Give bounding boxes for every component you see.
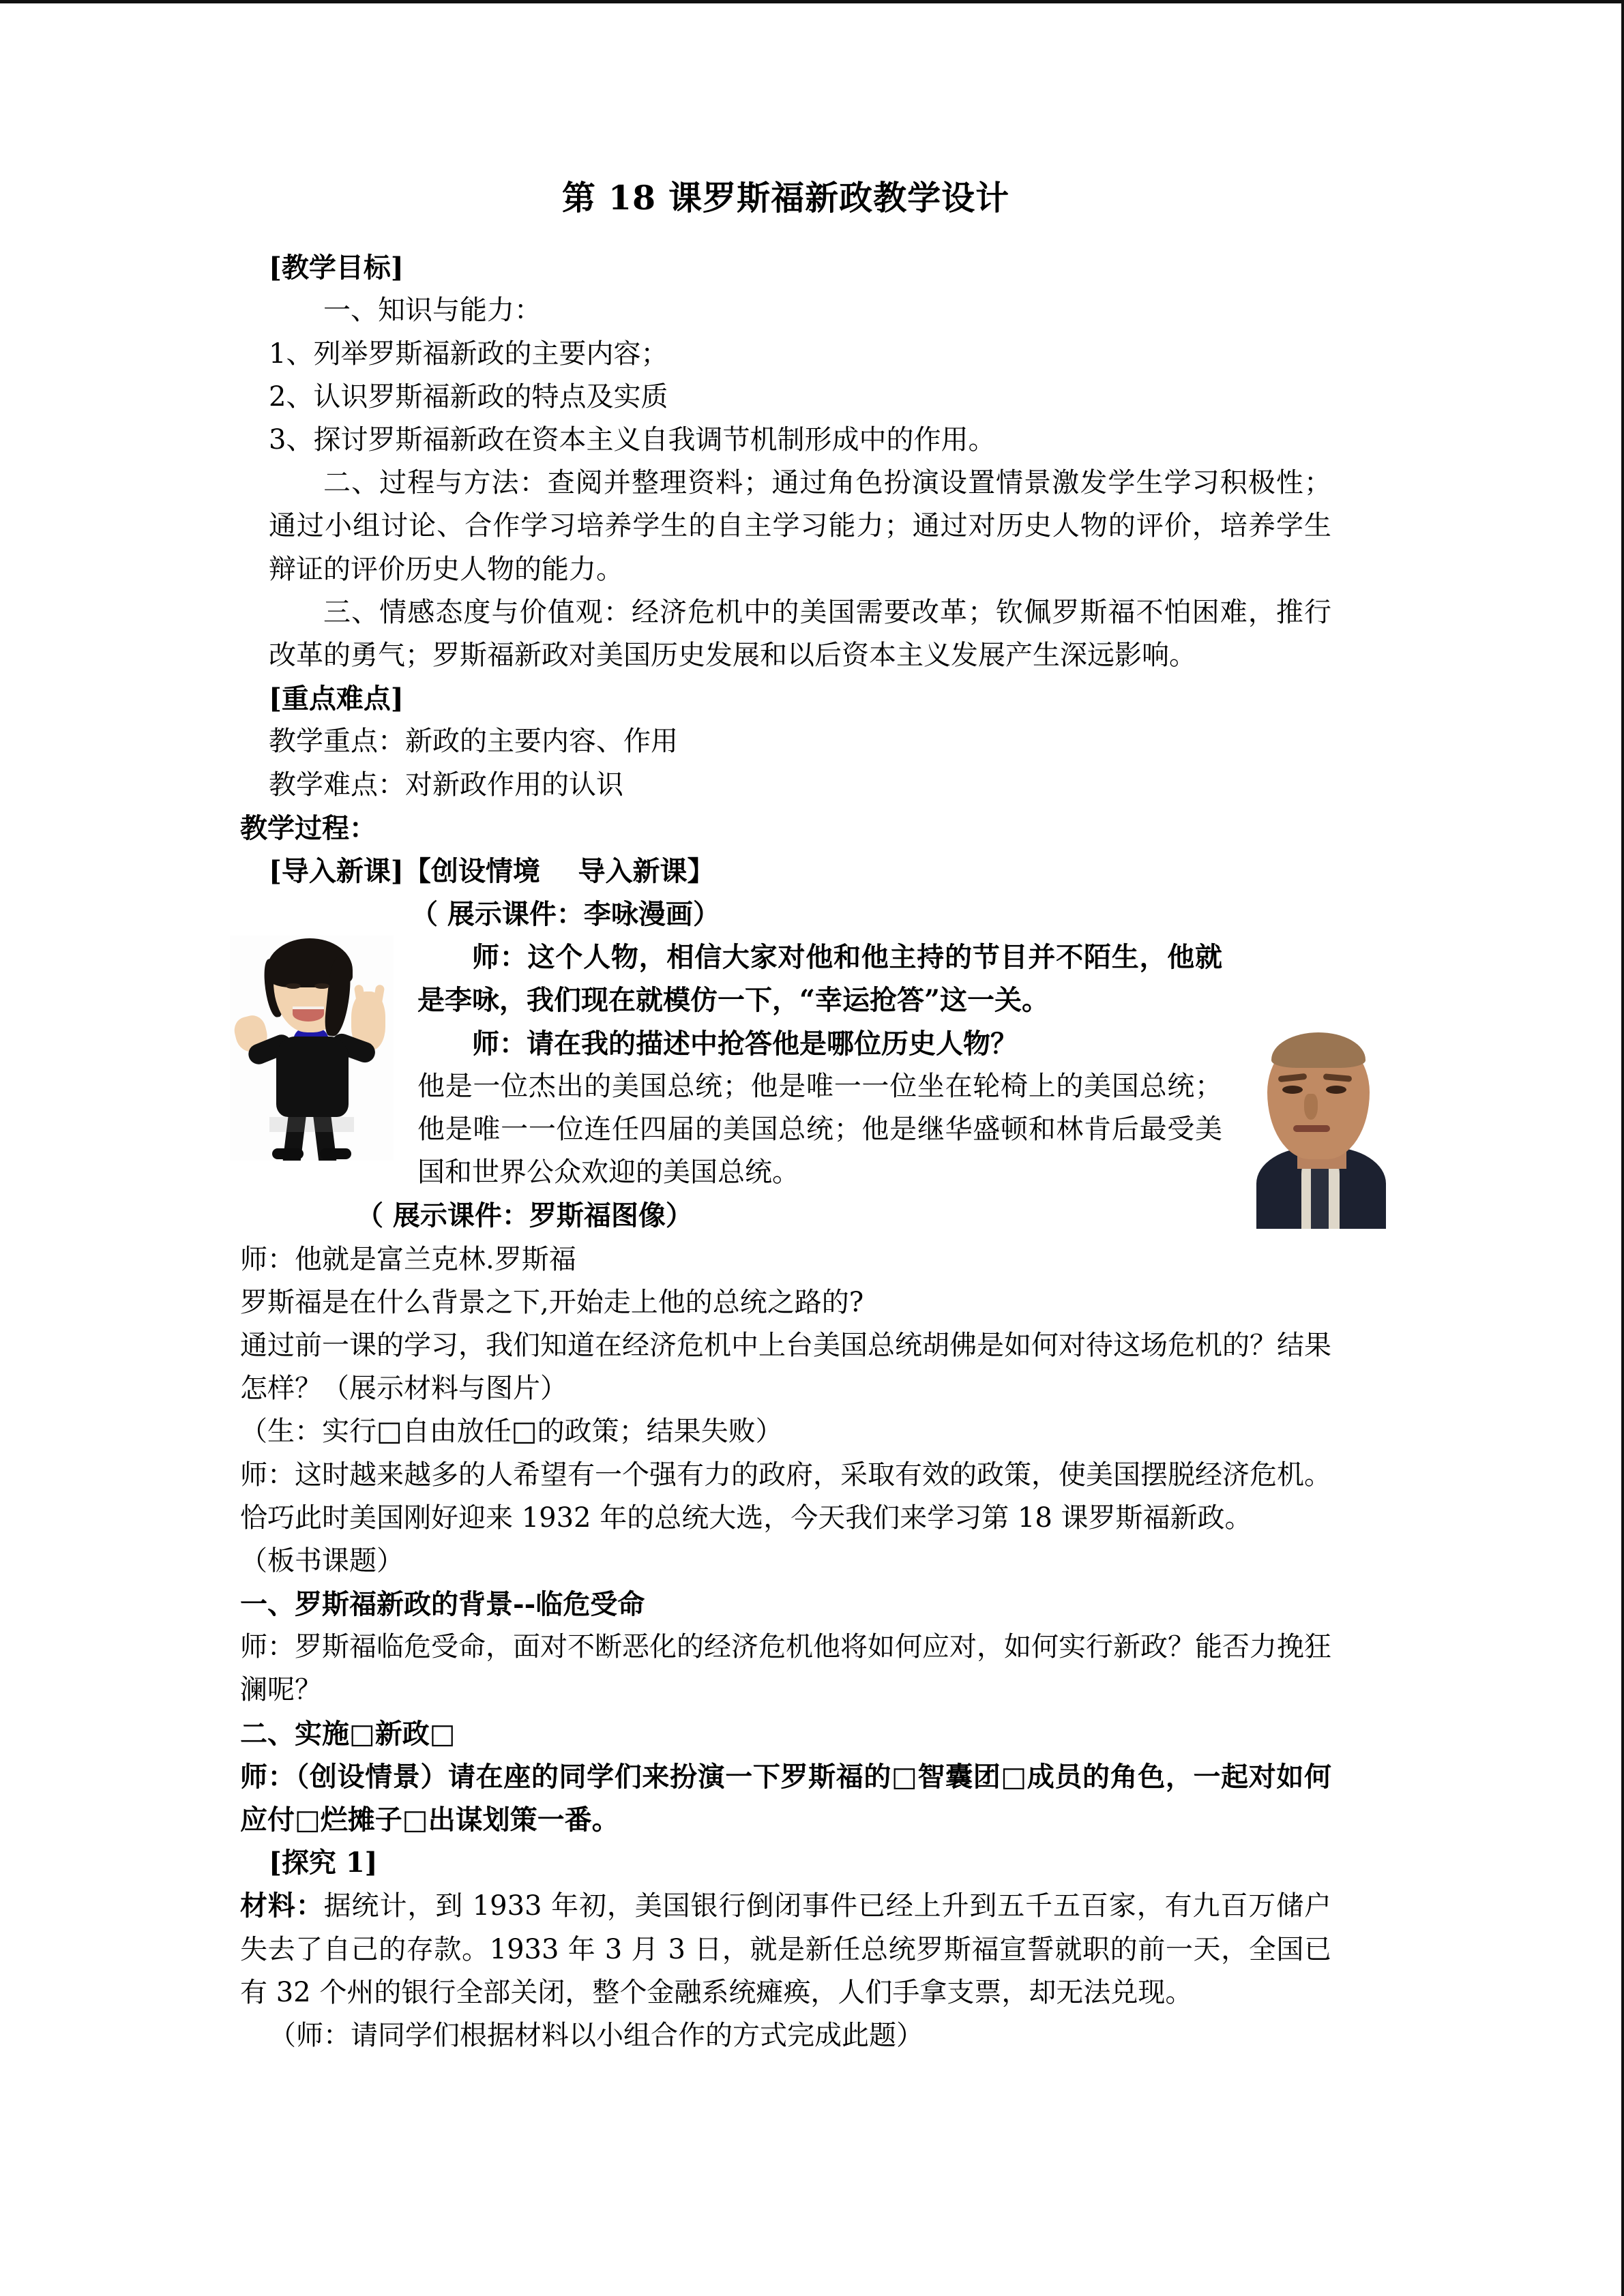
student-answer-line: （生：实行□自由放任□的政策；结果失败） bbox=[240, 1416, 783, 1448]
objectives-item1-2: 2、认识罗斯福新政的特点及实质 bbox=[269, 381, 668, 413]
objectives-heading: [教学目标] bbox=[269, 252, 404, 284]
liyong-right-shoe bbox=[320, 1148, 351, 1159]
process-heading: 教学过程： bbox=[240, 811, 377, 844]
objectives-item1-3: 3、探讨罗斯福新政在资本主义自我调节机制形成中的作用。 bbox=[269, 424, 996, 456]
section-two-body: 师：（创设情景）请在座的同学们来扮演一下罗斯福的□智囊团□成员的角色，一起对如何应付□烂摊子□出谋划策一番。 bbox=[240, 1760, 1331, 1836]
page-title: 第 18 课罗斯福新政教学设计 bbox=[561, 178, 1010, 218]
roosevelt-clues: 他是一位杰出的美国总统；他是唯一一位坐在轮椅上的美国总统；他是唯一一位连任四届的美国总统；他是继华盛顿和林肯后最受美国和世界公众欢迎的美国总统。 bbox=[417, 1070, 1222, 1189]
objectives-item1-1: 1、列举罗斯福新政的主要内容； bbox=[269, 338, 668, 370]
teacher-question-line: 师：请在我的描述中抢答他是哪位历史人物？ bbox=[472, 1027, 1018, 1060]
objectives-item2: 二、过程与方法：查阅并整理资料；通过角色扮演设置情景激发学生学习积极性；通过小组讨论、合作学习培养学生的自主学习能力；通过对历史人物的评价，培养学生辩证的评价历史人物的能力。 bbox=[269, 467, 1331, 585]
inquiry-material bbox=[240, 1884, 1331, 2014]
keypoints-heading: [重点难点] bbox=[269, 683, 404, 715]
objectives-item3: 三、情感态度与价值观：经济危机中的美国需要改革；钦佩罗斯福不怕困难，推行改革的勇气；罗斯福新政对美国历史发展和以后资本主义发展产生深远影响。 bbox=[269, 596, 1331, 671]
objectives-item1-heading: 一、知识与能力： bbox=[323, 295, 542, 327]
teacher-transition-line: 师：这时越来越多的人希望有一个强有力的政府，采取有效的政策，使美国摆脱经济危机。恰巧此时美国刚好迎来 1932 年的总统大选，今天我们来学习第 18 课罗斯福新政。 bbox=[240, 1459, 1331, 1534]
courseware-fdr-caption bbox=[240, 1194, 1331, 1238]
keypoint-focus: 教学重点：新政的主要内容、作用 bbox=[269, 726, 678, 758]
inquiry-material-body: 据统计，到 1933 年初，美国银行倒闭事件已经上升到五千五百家，有九百万储户失去了自己的存款。1933 年 3 月 3 日，就是新任总统罗斯福宣誓就职的前一天，全国已有 32 个州的银行全部关闭，整个金融系统瘫痪，人们手拿支票，却无法兑现。 bbox=[240, 1890, 1332, 2008]
liyong-left-shoe bbox=[272, 1148, 304, 1159]
question-background-line: 罗斯福是在什么背景之下,开始走上他的总统之路的? bbox=[240, 1286, 864, 1318]
intro-heading: [导入新课]【创设情境 导入新课】 bbox=[269, 854, 715, 887]
blackboard-note-line: （板书课题） bbox=[240, 1545, 404, 1577]
liyong-watermark bbox=[269, 1117, 354, 1132]
liyong-caricature-image bbox=[230, 936, 394, 1161]
roosevelt-hair bbox=[1271, 1032, 1365, 1068]
section-two-heading: 二、实施□新政□ bbox=[240, 1717, 456, 1750]
roosevelt-nose bbox=[1304, 1094, 1318, 1120]
inquiry-material-label: 材料： bbox=[240, 1890, 324, 1922]
roosevelt-tie bbox=[1311, 1166, 1329, 1229]
inquiry-heading: [探究 1] bbox=[269, 1847, 378, 1879]
section-one-heading: 一、罗斯福新政的背景--临危受命 bbox=[240, 1588, 645, 1621]
teacher-intro-line: 师：这个人物，相信大家对他和他主持的节目并不陌生，他就是李咏，我们现在就模仿一下，“幸运抢答”这一关。 bbox=[417, 941, 1222, 1017]
liyong-suit-body bbox=[276, 1037, 349, 1117]
section-one-body: 师：罗斯福临危受命，面对不断恶化的经济危机他将如何应对，如何实行新政？能否力挽狂澜呢？ bbox=[240, 1631, 1331, 1706]
figure-zone bbox=[240, 936, 1331, 1194]
question-hoover-line: 通过前一课的学习，我们知道在经济危机中上台美国总统胡佛是如何对待这场危机的？结果怎样？（展示材料与图片） bbox=[240, 1329, 1331, 1405]
teacher-answer-line: 师：他就是富兰克林.罗斯福 bbox=[240, 1243, 576, 1275]
document-content bbox=[240, 177, 1331, 2057]
keypoint-difficulty: 教学难点：对新政作用的认识 bbox=[269, 769, 623, 801]
roosevelt-portrait-image bbox=[1248, 1023, 1397, 1229]
inquiry-task: （师：请同学们根据材料以小组合作的方式完成此题） bbox=[269, 2019, 924, 2051]
courseware-fdr-caption-text: （ 展示课件：罗斯福图像） bbox=[356, 1199, 693, 1232]
roosevelt-mouth bbox=[1293, 1125, 1330, 1132]
courseware-liyong-caption: （ 展示课件：李咏漫画） bbox=[411, 898, 720, 931]
